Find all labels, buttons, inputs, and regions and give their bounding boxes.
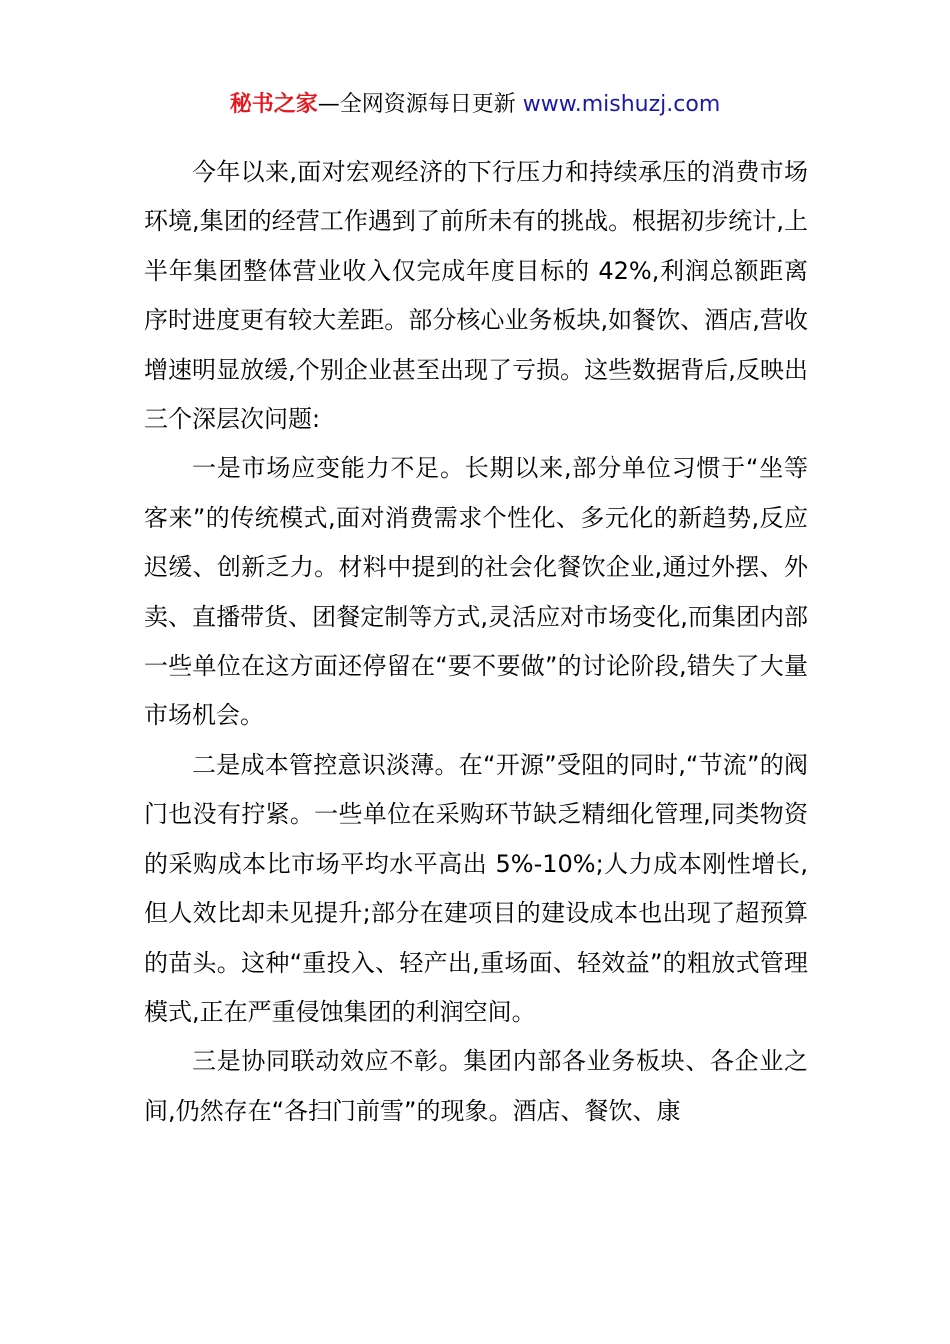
paragraph-problem-one: 一是市场应变能力不足。长期以来,部分单位习惯于“坐等客来”的传统模式,面对消费需求个性化、多元化的新趋势,反应迟缓、创新乏力。材料中提到的社会化餐饮企业,通过外摆、外卖、直播带货、团餐定制等方式,灵活应对市场变化,而集团内部一些单位在这方面还停留在“要不要做”的讨论阶段,错失了大量市场机会。 xyxy=(144,454,808,730)
header-tagline: —全网资源每日更新 xyxy=(317,92,523,117)
brand-name: 秘书之家 xyxy=(229,92,318,117)
page-header xyxy=(0,88,950,122)
website-link[interactable]: www.mishuzj.com xyxy=(522,92,721,117)
paragraph-intro: 今年以来,面对宏观经济的下行压力和持续承压的消费市场环境,集团的经营工作遇到了前所未有的挑战。根据初步统计,上半年集团整体营业收入仅完成年度目标的 42%,利润总额距离序时进度更有较大差距。部分核心业务板块,如餐饮、酒店,营收增速明显放缓,个别企业甚至出现了亏损。这些数据背后,反映出三个深层次问题: xyxy=(144,158,808,434)
paragraph-problem-three: 三是协同联动效应不彰。集团内部各业务板块、各企业之间,仍然存在“各扫门前雪”的现象。酒店、餐饮、康 xyxy=(144,1047,808,1125)
paragraph-problem-two: 二是成本管控意识淡薄。在“开源”受阻的同时,“节流”的阀门也没有拧紧。一些单位在采购环节缺乏精细化管理,同类物资的采购成本比市场平均水平高出 5%-10%;人力成本刚性增长,但人效比却未见提升;部分在建项目的建设成本也出现了超预算的苗头。这种“重投入、轻产出,重场面、轻效益”的粗放式管理模式,正在严重侵蚀集团的利润空间。 xyxy=(144,750,808,1026)
document-body xyxy=(144,148,808,1136)
